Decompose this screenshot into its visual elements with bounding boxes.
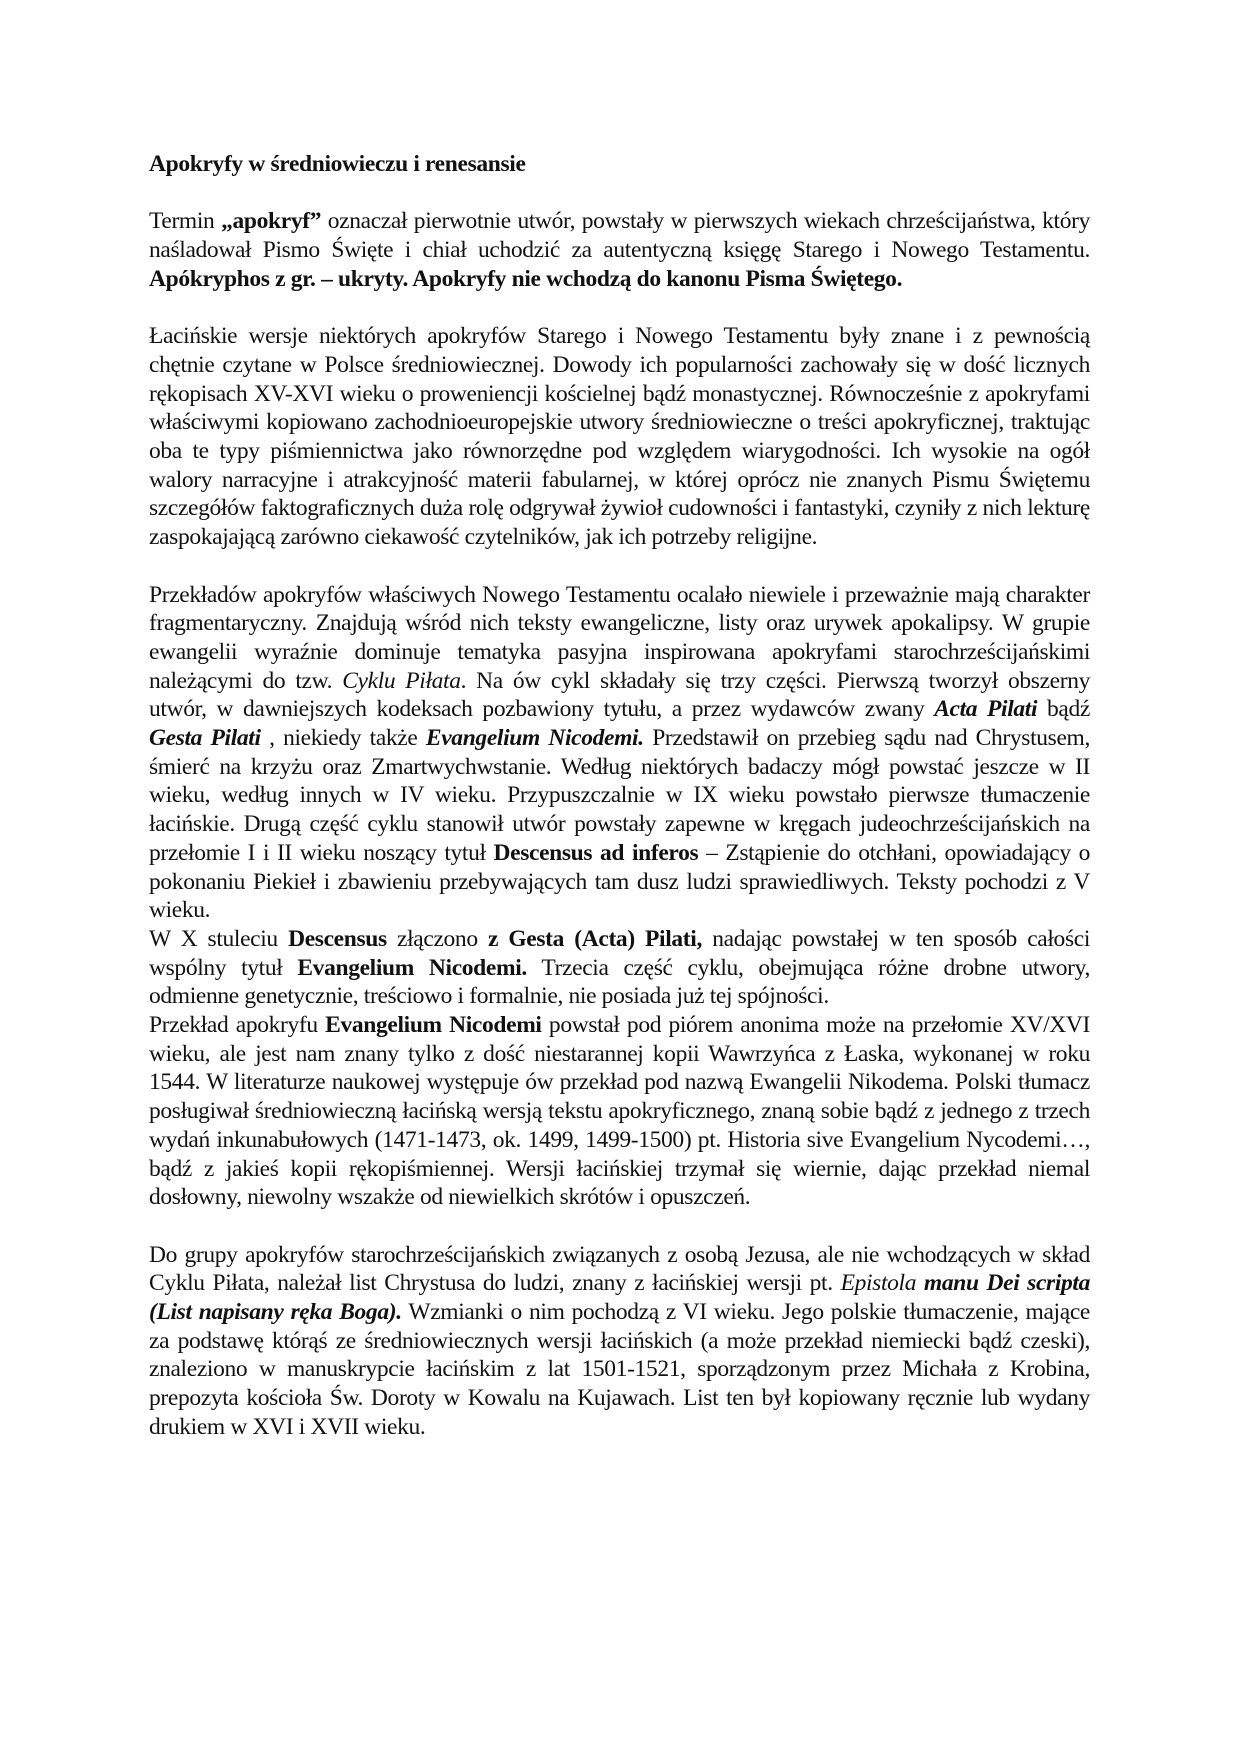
text-run: – Zstąpienie do otchłani, opowiadający o pokonaniu Piekieł i zbawieniu przebywających tam dusz ludzi sprawiedliwych. Teksty pochodzi z V wieku. [149,839,1090,924]
text-run [916,1270,924,1296]
document-title: Apokryfy w średniowieczu i renesansie [149,151,526,177]
text-run: Trzecia część cyklu, obejmująca różne drobne utwory, odmienne genetycznie, treściowo i formalnie, nie posiada już tej spójności. [149,954,1090,1010]
emphasized-text: Apókryphos z gr. – ukryty. Apokryfy nie wchodzą do kanonu Pisma Świętego. [149,265,903,292]
paragraph [149,581,1090,925]
text-run: Wzmianki o nim pochodzą z VI wieku. Jego polskie tłumaczenie, mające za podstawę którąś ze średniowiecznych wersji łacińskich (a może przekład niemiecki bądź czeski), znaleziono w manuskrypcie łacińskim z lat 1501-1521, sporządzonym przez Michała z Krobina, prepozyta kościoła Św. Doroty w Kowalu na Kujawach. List ten był kopiowany ręcznie lub wydany drukiem w XVI i XVII wieku. [149,1299,1090,1440]
paragraph [149,322,1090,552]
paragraph [149,207,1090,293]
paragraph [149,925,1090,1011]
emphasized-text: Descensus ad inferos [493,839,699,866]
text-run: W X stuleciu [149,925,289,952]
text-run: Przekładów apokryfów właściwych Nowego Testamentu ocalało niewiele i przeważnie mają charakter fragmentaryczny. Znajdują wśród nich teksty ewangeliczne, listy oraz urywek apokalipsy. W grupie ewangelii wyraźnie dominuje tematyka pasyjna inspirowana apokryfami starochrześcijańskimi należącymi do tzw. [149,581,1090,694]
text-run: oznaczał pierwotnie utwór, powstały w pierwszych wiekach chrześcijaństwa, który naśladował Pismo Święte i chiał uchodzić za autentyczną księgę Starego i Nowego Testamentu. [149,208,1090,264]
text-run: powstał pod piórem anonima może na przełomie XV/XVI wieku, ale jest nam znany tylko z dość niestarannej kopii Wawrzyńca z Łaska, wykonanej w roku 1544. W literaturze naukowej występuje ów przekład pod nazwą Ewangelii Nikodema. Polski tłumacz posługiwał średniowieczną łacińską wersją tekstu apokryficznego, znaną sobie bądź z jednego z trzech wydań inkunabułowych (1471-1473, ok. 1499, 1499-1500) pt. Historia sive Evangelium Nycodemi…, bądź z jakieś kopii rękopiśmiennej. Wersji łacińskiej trzymał się wiernie, dając przekład niemal dosłowny, niewolny wszakże od niewielkich skrótów i opuszczeń. [149,1012,1091,1211]
text-run: nadając powstałej w ten sposób całości wspólny tytuł [149,925,1090,981]
text-run: , niekiedy także [260,725,426,752]
emphasized-text: Acta Pilati [934,696,1038,723]
text-run: Termin [149,208,222,235]
emphasized-text: „apokryf” [221,208,322,235]
emphasized-text: z Gesta (Acta) Pilati, [488,925,702,952]
text-run: złączono [386,925,488,952]
document-body [149,207,1090,1441]
text-run: bądź [1037,696,1090,723]
emphasized-text: Gesta Pilati [149,725,261,752]
text-run: . Na ów cykl składały się trzy części. Pierwszą tworzył obszerny utwór, w dawniejszych kodeksach pozbawiony tytułu, a przez wydawców zwany [149,667,1090,723]
text-run: Przedstawił on przebieg sądu nad Chrystusem, śmierć na krzyżu oraz Zmartwychwstanie. Według niektórych badaczy mógł powstać jeszcze w II wieku, według innych w IV wieku. Przypuszczalnie w IX wieku powstało pierwsze tłumaczenie łacińskie. Drugą część cyklu stanowił utwór powstały zapewne w kręgach judeochrześcijańskich na przełomie I i II wieku noszący tytuł [149,725,1090,866]
text-run: Przekład apokryfu [149,1012,326,1039]
emphasized-text: Descensus [288,925,387,952]
document-page [149,150,1090,1442]
emphasized-text: Evangelium Nicodemi. [297,954,527,981]
paragraph [149,1011,1090,1212]
emphasized-text: manu Dei scripta (List napisany ręka Boga). [149,1270,1091,1326]
text-run: Do grupy apokryfów starochrześcijańskich związanych z osobą Jezusa, ale nie wchodzących w skład Cyklu Piłata, należał list Chrystusa do ludzi, znany z łacińskiej wersji pt. [149,1241,1090,1297]
emphasized-text: Evangelium Nicodemi [325,1012,542,1039]
emphasized-text: Cyklu Piłata [342,667,461,694]
text-run: Łacińskie wersje niektórych apokryfów Starego i Nowego Testamentu były znane i z pewnością chętnie czytane w Polsce średniowiecznej. Dowody ich popularności zachowały się w dość licznych rękopisach XV-XVI wieku o proweniencji kościelnej bądź monastycznej. Równocześnie z apokryfami właściwymi kopiowano zachodnioeuropejskie utwory średniowieczne o treści apokryficznej, traktując oba te typy piśmiennictwa jako równorzędne pod względem wiarygodności. Ich wysokie na ogół walory narracyjne i atrakcyjność materii fabularnej, w której oprócz nie znanych Pismu Świętemu szczegółów faktograficznych duża rolę odgrywał żywioł cudowności i fantastyki, czyniły z nich lekturę zaspokajającą zarówno ciekawość czytelników, jak ich potrzeby religijne. [149,323,1090,551]
emphasized-text: Epistola [840,1270,917,1297]
paragraph [149,1241,1090,1442]
emphasized-text: Evangelium Nicodemi. [425,725,644,752]
